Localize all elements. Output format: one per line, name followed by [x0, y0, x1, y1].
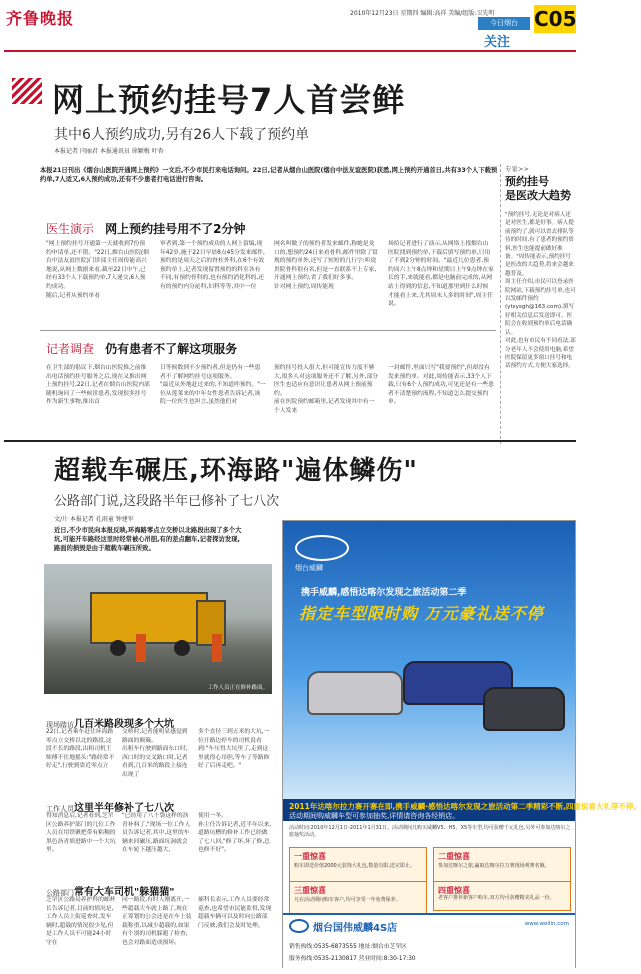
story1-sec2-col3: 预约挂号投入很大,但可能宣传力度不够大,很多人对这项服务还不了解,另外,部分医生也适应有意识让患者从网上预前预约。 前在医院预约邮箱里,记者发现其中有一个人发来 — [274, 365, 379, 414]
story2-s2-col3: 使用一冬。 孙主任告诉记者,近半年以来,道路坑槽的修补工作已经做了七八回,"修了坏,坏了修,总也修不好"。 — [198, 813, 272, 854]
worker-figure — [136, 634, 146, 662]
section-name: 关注 — [484, 35, 511, 50]
issue-meta: 2010年12月23日 星期四 编辑:高祥 美编/组版:卫先明 — [350, 10, 495, 17]
truck-shape — [90, 592, 208, 644]
ad-offer-4 — [433, 881, 571, 911]
story1-sec2-col4: 一封邮件,里面只写"我要预约",但却没有发来预约单。对此,周传能表示,33个人下载,只有6个人预约成功,可见还是有一些患者不清楚预约流程,不知道怎么提交预约单。 — [388, 365, 494, 406]
dealer-name: 烟台国伟威麟4S店 — [313, 923, 398, 934]
story2-s2-col2: "已经用了八十袋这样的沥青补料了,"现场一位工作人员告诉记者,其中,这里的车辆来回碾压,路面坑洞就会在车轮下越压越大, — [122, 813, 191, 854]
story2-s1-col2: 交桥时,记者能明显感觉到路面的颠簸。 出租车行驶到路面东口时,西口时的交叉路口时,记者看到,几百米的路段上接连出现了 — [122, 729, 188, 778]
story1-subhead: 其中6人预约成功,另有26人下载了预约单 — [54, 127, 310, 143]
dealer-url: www.weilin.com — [524, 921, 569, 927]
photo-caption: 工作人员正在修补路面。 — [207, 685, 268, 691]
car-image — [483, 687, 565, 731]
story2-subhead: 公路部门说,这段路半年已修补了七八次 — [54, 494, 280, 509]
sub-title: 常有大车司机"躲猫猫" — [74, 887, 175, 898]
dealer-logo-icon — [289, 919, 309, 933]
story2-s1-col1: 22日,记者乘车赶往环海路零点立交桥以北的路段,这段不长的路段,出租司机王师傅不住地摇头:"路经常不好走",行驶到靠近零点立 — [46, 729, 115, 770]
story1-lead: 本报21日刊出《烟台山医院开通网上预约》一文后,不少市民打来电话询问。22日,记者从烟台山医院(烟台中法友谊医院)获悉,网上预约开通首日,共有33个人下载预约单,7人适又,6人预约成功,还有不少患者打电话进行咨询。 — [40, 167, 498, 183]
expert-sidebar — [500, 164, 576, 444]
sidebar-body: "预约挂号,无论是对病人还是对医生,都是好事。病人提前预约了,就可以省去排队等待的时间,有了患者的预约资料,医生也能提前做好准备。"周传能表示,预约挂号是医改的大趋势,将来会越来越普及。 周主任介绍,市民可以登录医院网站,下载预约挂号单,也可以发邮件预约(ytsysgh@163.com),填写好相关信息后发送即可。医院会在收到预约单后电话确认。 对此,也有市民有不同看法,部分老年人不会使用电脑,希望医院保留更多窗口挂号和电话预约方式,方便大家选择。 — [505, 212, 576, 370]
dealer-phone-1: 销售热线:0535-6873555 地址:烟台市芝罘区 — [289, 944, 407, 950]
story1-sec1-heading — [46, 218, 245, 237]
story-separator — [4, 440, 576, 442]
story2-s3-col2: 同一路段,有时人刚离开,一些超载大车就上路了,现在正筹划的公会还是在车上装载称重,以减少超载的,如果有个别的司机躲避了检查,也会对路面造成损坏。 — [122, 897, 192, 946]
wheel-shape — [174, 640, 190, 656]
sidebar-kicker: 专家>> — [505, 165, 529, 173]
story1-sec1-col3: 网名叫做子的预约者发来邮件,称她是龙口的,想预约24日来看骨科,邮件里除了常规的预约单外,还写了短短的几行字:听说贵院骨科很有名,但是一直联系不上专家,开通网上预约,省了我们好多事。 针对网上预约,周传能现 — [274, 241, 378, 290]
page-number: C05 — [534, 7, 577, 31]
newspaper-logo: 齐鲁晚报 — [6, 9, 75, 28]
sub-tag: 工作人员 — [46, 805, 74, 813]
sub-title: 这里半年修补了七八次 — [74, 803, 174, 814]
story1-sec1-col1: "网上预约挂号开通第一天就收到7份预约申请单,还不错。"22日,烟台山医院(烟台中法友谊医院)门诊部主任周传能高兴地说,从网上数据来看,截至22日中午,已经有33个人下载预约单,7人递交,6人预约成功。 随后,记者从预约单看 — [46, 241, 149, 299]
sub-title: 几百米路段现多个大坑 — [74, 719, 174, 730]
story1-sec1-col4: 场给记者进行了演示,从网络上找烟台山医院找到预约单,下载后填写预约单,只用了不到2分钟的时间。"最近几位患者,预约周六上午8点钟和星期日上午9点钟在家长的手,来就能看,都是电脑前完成的,从网站上得到的信息,不知道那里到什么时候才能看上来,尤其周末人多的时间",周主任说。 — [388, 241, 494, 308]
story1-headline: 网上预约挂号7人首尝鲜 — [52, 81, 406, 119]
sec-title: 仍有患者不了解这项服务 — [105, 342, 238, 356]
story1-sec2-heading — [46, 338, 237, 357]
ad-banner-line2: 活动期间购威麟车型可参加抽奖,详情请咨询各经销店。 — [289, 812, 460, 820]
sidebar-title: 预约挂号 是医改大趋势 — [505, 175, 571, 202]
story1-sec1-col2: 审者到,第一个预约成功的人网上留编,现年42岁,施于22日早晨8点45分发来邮件,预约的是周天之后的脊柱外科,在6个有效预约单上,记者发现留置预约的科室各有不同,有预约骨科的,也有预约消化科的,还有的预约内分泌科,妇科等等,其中一位 — [160, 241, 265, 290]
ad-hero — [283, 521, 575, 799]
ad-dealer-block — [283, 913, 575, 969]
sub-tag: 现场踏访 — [46, 721, 74, 729]
section-badge: 今日烟台 — [478, 17, 530, 30]
offer-body: 购车即送价值2000元装饰大礼包,数量有限,送完即止。 — [294, 863, 415, 869]
offer-body: 凡在活动期间购车客户,均可享受一年免费保养。 — [294, 897, 401, 903]
ad-banner — [283, 799, 641, 821]
story1-sec2-col2: 日等候数到不少预约者,但是仍有一些患者不了解网约挂号这项服务。 "最近从外地赶过来的,不知道咋预约。"一位从莲莱来的中年女性患者告诉记者,该院一位医生也坦言,虽然他们对 — [160, 365, 266, 406]
road-repair-photo — [44, 564, 272, 694]
dealer-phone-2: 服务热线:0535-2130817 营业时间:8:30-17:30 — [289, 956, 416, 962]
ad-fine-print: 活动时间:2010年12月1日-2011年1月31日。活动期间凡购买威麟V5、H5、X5等车型,均可获赠千元礼包,另外可参加达喀尔之旅抽奖活动。 — [289, 825, 571, 838]
story2-s3-col3: 郝科长表示,工作人员要经常巡查,也希望市民能监督,发现超载车辆可以及时向公路部门反映,我们会及时处理。 — [198, 897, 272, 929]
offer-body: 老客户推荐新客户购车,双方均可获赠精美礼品一份。 — [438, 895, 555, 901]
wheel-shape — [110, 640, 126, 656]
brand-logo-icon — [295, 535, 349, 561]
story2-headline: 超载车碾压,环海路"遍体鳞伤" — [54, 456, 418, 486]
story1-sec2-col1: 在卫生部的倡议下,烟台山医院推之前推出电话预约挂号服务之后,现在又推出网上预约挂号,22日,记者在烟台山医院内部随机询问了一些候诊患者,发现很多挂号作为新生事物,推出首 — [46, 365, 150, 406]
ad-banner-line1: 2011年达喀尔拉力赛开赛在即,携手威麟·感悟达喀尔发现之旅活动第二季精彩不断,四重惊喜大礼等不停。 — [289, 802, 641, 811]
sub-tag: 公路部门 — [46, 889, 74, 897]
story2-s2-col1: 得知消息后,记者看到,芝罘区公路养护部门的几位工作人员在用铁锹把带有粘稠的黑色沥青填进路中一个大坑里。 — [46, 813, 116, 854]
ad-campaign-line: 携手威麟,感悟达喀尔发现之旅活动第二季 — [301, 588, 467, 598]
sec-tag: 医生演示 — [46, 222, 95, 236]
sec-tag: 记者调查 — [46, 342, 95, 356]
ad-slogan: 指定车型限时购 万元豪礼送不停 — [299, 604, 544, 623]
sec-title: 网上预约挂号用不了2分钟 — [105, 222, 246, 236]
ad-brand: 烟台威麟 — [295, 564, 323, 572]
top-rule — [4, 50, 576, 52]
offer-body: 参加达喀尔之旅,赢取达喀尔拉力赛现场观赛名额。 — [438, 863, 550, 869]
story2-lead: 近日,不少市民向本报反映,环海路零点立交桥以北路段出现了多个大坑,可能开车路经这里时经常被心吊胆,有的差点翻车,记者探访发现,路面的损毁是由于超载车碾压所致。 — [54, 527, 242, 552]
story2-s3-col1: 芝罘区公路局养护科的邮杯长告诉记者,目前的情况是,工作人员上街巡查时,发车辆时,超载的情况很少见,但是工作人员不可能24小时守在 — [46, 897, 116, 946]
offer-title: 四重惊喜 — [438, 886, 470, 895]
story1-byline: 本报记者 闫丽君 本报通讯员 徐颖梅 叶杏 — [54, 148, 164, 155]
car-image — [307, 671, 403, 715]
offer-title: 二重惊喜 — [438, 852, 470, 861]
divider — [40, 330, 496, 331]
worker-figure — [212, 634, 222, 662]
offer-title: 一重惊喜 — [294, 852, 326, 861]
car-advertisement — [282, 520, 641, 968]
headline-decoration — [12, 78, 42, 104]
story2-byline: 文/片 本报记者 孔雨童 钟建军 — [54, 516, 134, 523]
offer-title: 三重惊喜 — [294, 886, 326, 895]
story2-s1-col3: 多个直径三到五米的大坑,一位开路边停车的司机说看到:"车压得大坑里了,走到这里就得心吊胆,等车了等路修好了后再走吧。" — [198, 729, 270, 770]
